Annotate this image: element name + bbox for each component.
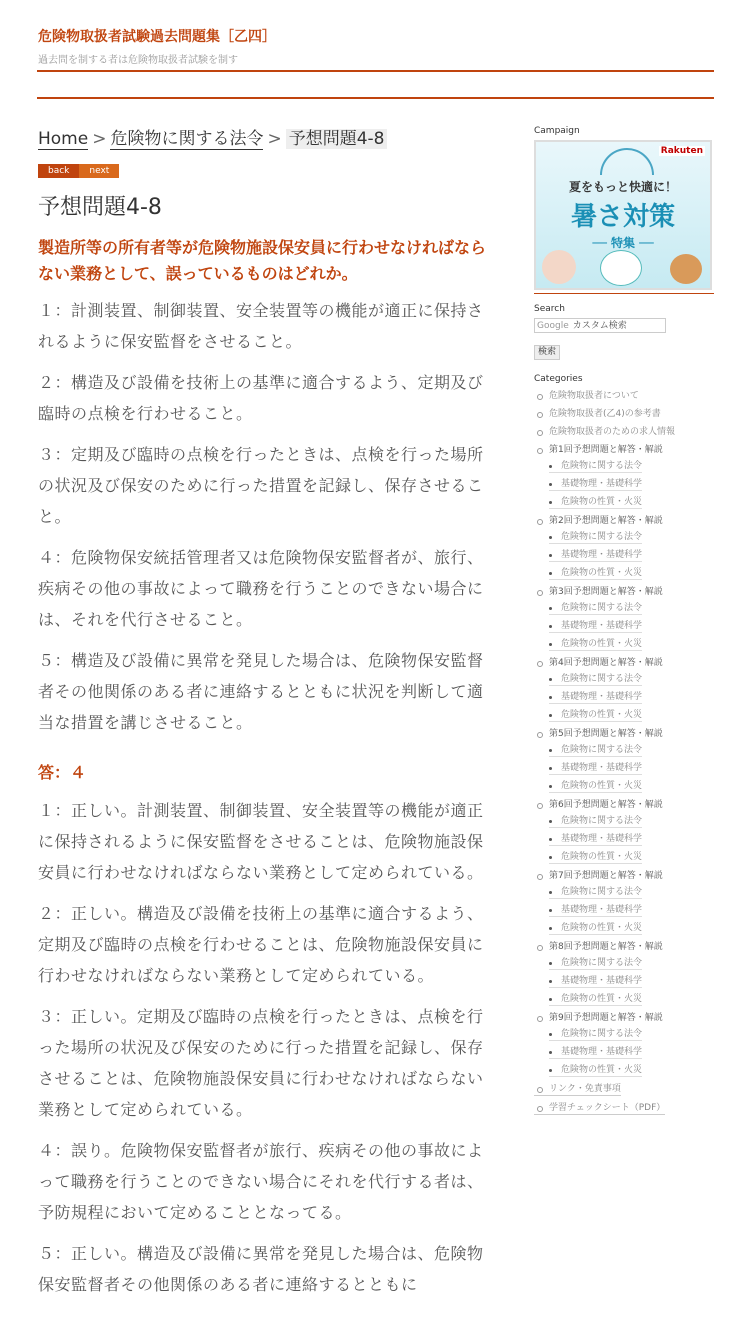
subcategory-link[interactable]: 危険物に関する法令 xyxy=(549,531,642,544)
explanation-item: ３：正しい。定期及び臨時の点検を行ったときは、点検を行った場所の状況及び保安のために行った措置を記録し、保存させることは、危険物施設保安員に行わせなければならない業務として定められている。 xyxy=(38,1007,484,1119)
subcategory-list xyxy=(549,531,716,580)
subcategory-link[interactable]: 危険物の性質・火災 xyxy=(549,567,642,580)
subcategory-list xyxy=(549,744,716,793)
subcategory-list xyxy=(549,673,716,722)
person-illustration xyxy=(542,250,576,284)
subcategory-link[interactable]: 危険物に関する法令 xyxy=(549,1028,642,1041)
category-group xyxy=(534,657,716,722)
category-group-label[interactable]: 第6回予想問題と解答・解説 xyxy=(549,800,663,810)
breadcrumb-current: 予想問題4-8 xyxy=(286,129,388,149)
banner-line3: ── 特集 ── xyxy=(592,236,654,250)
sidebar-divider xyxy=(534,293,714,294)
category-link[interactable]: 危険物取扱者のための求人情報 xyxy=(534,426,716,438)
category-group-label[interactable]: 第8回予想問題と解答・解説 xyxy=(549,942,663,952)
explanation-item: ２：正しい。構造及び設備を技術上の基準に適合するよう、定期及び臨時の点検を行わせることは、危険物施設保安員に行わせなければならない業務として定められている。 xyxy=(38,904,484,985)
subcategory-link[interactable]: 危険物の性質・火災 xyxy=(549,922,642,935)
subcategory-link[interactable]: 基礎物理・基礎科学 xyxy=(549,975,642,988)
campaign-banner[interactable] xyxy=(534,140,712,290)
subcategory-link[interactable]: 危険物の性質・火災 xyxy=(549,1064,642,1077)
option-item: １：計測装置、制御装置、安全装置等の機能が適正に保持されるように保安監督をさせること。 xyxy=(38,301,484,351)
page-title: 予想問題4-8 xyxy=(38,195,162,220)
footer-link[interactable]: 学習チェックシート（PDF） xyxy=(534,1102,665,1115)
subcategory-link[interactable]: 危険物の性質・火災 xyxy=(549,709,642,722)
subcategory-link[interactable]: 危険物の性質・火災 xyxy=(549,638,642,651)
bear-icon xyxy=(600,250,642,286)
subcategory-list xyxy=(549,602,716,651)
explanation-item: ４：誤り。危険物保安監督者が旅行、疾病その他の事故によって職務を行うことのできない場合にそれを代行する者は、予防規程において定めることとなってる。 xyxy=(38,1141,484,1222)
subcategory-link[interactable]: 危険物に関する法令 xyxy=(549,744,642,757)
rakuten-logo: Rakuten xyxy=(660,146,703,156)
search-placeholder: カスタム検索 xyxy=(572,321,627,331)
subcategory-link[interactable]: 基礎物理・基礎科学 xyxy=(549,833,642,846)
explanation-item: １：正しい。計測装置、制御装置、安全装置等の機能が適正に保持されるように保安監督をさせることは、危険物施設保安員に行わせなければならない業務として定められている。 xyxy=(38,801,484,882)
next-button[interactable]: next xyxy=(79,164,119,178)
subcategory-link[interactable]: 基礎物理・基礎科学 xyxy=(549,691,642,704)
subcategory-link[interactable]: 基礎物理・基礎科学 xyxy=(549,1046,642,1059)
explanation-item: ５：正しい。構造及び設備に異常を発見した場合は、危険物保安監督者その他関係のある者に連絡するとともに xyxy=(38,1244,484,1294)
category-group xyxy=(534,515,716,580)
nav-divider xyxy=(37,97,714,99)
category-group xyxy=(534,728,716,793)
category-group xyxy=(534,586,716,651)
category-group xyxy=(534,870,716,935)
subcategory-link[interactable]: 基礎物理・基礎科学 xyxy=(549,549,642,562)
subcategory-link[interactable]: 危険物の性質・火災 xyxy=(549,851,642,864)
option-item: ５：構造及び設備に異常を発見した場合は、危険物保安監督者その他関係のある者に連絡するとともに状況を判断して適当な措置を講じさせること。 xyxy=(38,651,484,732)
subcategory-list xyxy=(549,1028,716,1077)
back-button[interactable]: back xyxy=(38,164,79,178)
sidebar xyxy=(534,126,716,1121)
question-text: 製造所等の所有者等が危険物施設保安員に行わせなければならない業務として、誤っているものはどれか。 xyxy=(38,238,487,283)
google-logo: Google xyxy=(537,321,569,331)
category-link[interactable]: 危険物取扱者について xyxy=(534,390,716,402)
subcategory-link[interactable]: 基礎物理・基礎科学 xyxy=(549,904,642,917)
header-divider xyxy=(37,70,714,72)
subcategory-list xyxy=(549,815,716,864)
sun-icon xyxy=(600,148,654,175)
banner-line2: 暑さ対策 xyxy=(570,202,675,232)
category-group-label[interactable]: 第1回予想問題と解答・解説 xyxy=(549,445,663,455)
search-heading: Search xyxy=(534,304,565,314)
search-button[interactable]: 検索 xyxy=(534,345,560,360)
subcategory-list xyxy=(549,957,716,1006)
categories-heading: Categories xyxy=(534,374,583,384)
subcategory-list xyxy=(549,886,716,935)
site-title[interactable]: 危険物取扱者試験過去問題集［乙四］ xyxy=(38,29,276,45)
subcategory-list xyxy=(549,460,716,509)
option-item: ３：定期及び臨時の点検を行ったときは、点検を行った場所の状況及び保安のために行った措置を記録し、保存させること。 xyxy=(38,445,484,526)
category-group xyxy=(534,941,716,1006)
subcategory-link[interactable]: 危険物の性質・火災 xyxy=(549,496,642,509)
subcategory-link[interactable]: 危険物に関する法令 xyxy=(549,886,642,899)
dog-illustration xyxy=(670,254,702,284)
subcategory-link[interactable]: 危険物に関する法令 xyxy=(549,460,642,473)
footer-link[interactable]: リンク・免責事項 xyxy=(534,1083,621,1096)
breadcrumb-separator: > xyxy=(92,129,107,149)
category-group xyxy=(534,799,716,864)
category-group-label[interactable]: 第7回予想問題と解答・解説 xyxy=(549,871,663,881)
breadcrumb-home[interactable]: Home xyxy=(38,129,89,149)
category-group-label[interactable]: 第2回予想問題と解答・解説 xyxy=(549,516,663,526)
category-link[interactable]: 危険物取扱者(乙4)の参考書 xyxy=(534,408,716,420)
campaign-heading: Campaign xyxy=(534,126,580,136)
option-item: ４：危険物保安統括管理者又は危険物保安監督者が、旅行、疾病その他の事故によって職務を行うことのできない場合には、それを代行させること。 xyxy=(38,548,484,629)
breadcrumb-category[interactable]: 危険物に関する法令 xyxy=(110,129,264,149)
category-list xyxy=(534,390,716,1115)
subcategory-link[interactable]: 危険物の性質・火災 xyxy=(549,780,642,793)
subcategory-link[interactable]: 危険物に関する法令 xyxy=(549,602,642,615)
category-group xyxy=(534,1012,716,1077)
subcategory-link[interactable]: 危険物に関する法令 xyxy=(549,673,642,686)
answer-label: 答：４ xyxy=(38,763,87,782)
pager xyxy=(38,158,498,176)
search-input[interactable] xyxy=(534,318,666,333)
subcategory-link[interactable]: 基礎物理・基礎科学 xyxy=(549,620,642,633)
banner-line1: 夏をもっと快適に！ xyxy=(568,180,677,194)
subcategory-link[interactable]: 危険物に関する法令 xyxy=(549,815,642,828)
subcategory-link[interactable]: 基礎物理・基礎科学 xyxy=(549,762,642,775)
category-group-label[interactable]: 第5回予想問題と解答・解説 xyxy=(549,729,663,739)
breadcrumb xyxy=(38,126,498,152)
category-group xyxy=(534,444,716,509)
category-group-label[interactable]: 第3回予想問題と解答・解説 xyxy=(549,587,663,597)
site-subtitle: 過去問を制する者は危険物取扱者試験を制す xyxy=(38,55,238,66)
option-item: ２：構造及び設備を技術上の基準に適合するよう、定期及び臨時の点検を行わせること。 xyxy=(38,373,484,423)
category-group-label[interactable]: 第9回予想問題と解答・解説 xyxy=(549,1013,663,1023)
subcategory-link[interactable]: 危険物に関する法令 xyxy=(549,957,642,970)
main-content xyxy=(38,126,498,1310)
category-group-label[interactable]: 第4回予想問題と解答・解説 xyxy=(549,658,663,668)
subcategory-link[interactable]: 危険物の性質・火災 xyxy=(549,993,642,1006)
breadcrumb-separator: > xyxy=(267,129,282,149)
subcategory-link[interactable]: 基礎物理・基礎科学 xyxy=(549,478,642,491)
